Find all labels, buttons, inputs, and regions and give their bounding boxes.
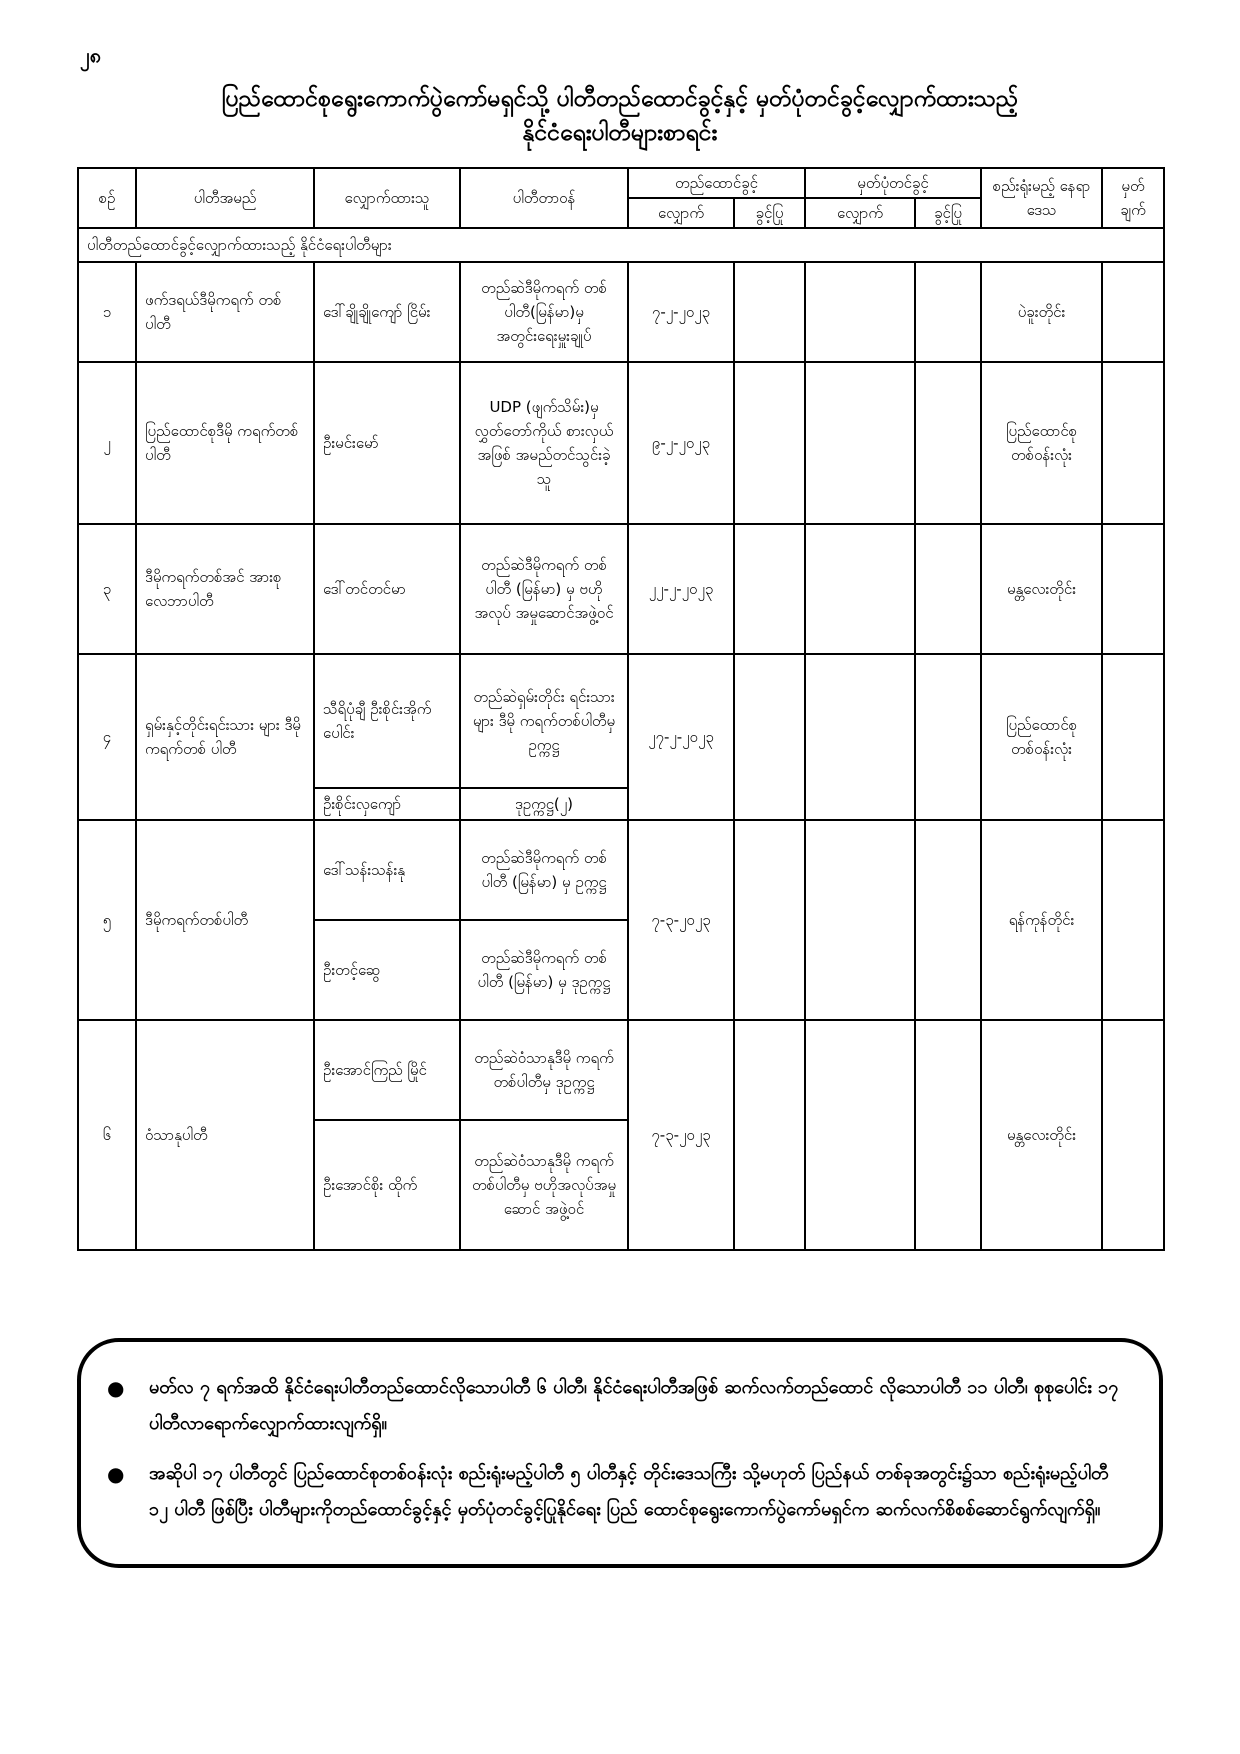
table-row bbox=[78, 524, 1164, 654]
register-approved bbox=[915, 262, 981, 362]
party-role: တည်ဆဲဒီမိုကရက် တစ်ပါတီ (မြန်မာ) မှ ဒုဥက္ကဋ္ဌ bbox=[460, 920, 628, 1020]
register-applied bbox=[805, 262, 915, 362]
table-row bbox=[78, 820, 1164, 920]
bullet-icon: ● bbox=[107, 1376, 125, 1400]
register-applied bbox=[805, 654, 915, 820]
register-approved bbox=[915, 820, 981, 1020]
contest-area: မန္တလေးတိုင်း bbox=[981, 524, 1102, 654]
header-register: မှတ်ပုံတင်ခွင့် bbox=[805, 168, 981, 198]
register-approved bbox=[915, 524, 981, 654]
contest-area: ပြည်ထောင်စု တစ်ဝန်းလုံး bbox=[981, 362, 1102, 524]
header-register-applied: လျှောက် bbox=[805, 198, 915, 228]
section-title: ပါတီတည်ထောင်ခွင့်လျှောက်ထားသည့် နိုင်ငံရေးပါတီများ bbox=[78, 228, 1164, 262]
applicant-name: ဦးအောင်စိုး ထိုက် bbox=[314, 1120, 460, 1250]
applicant-name: ဦးမင်းမော် bbox=[314, 362, 460, 524]
remarks bbox=[1102, 262, 1164, 362]
establish-approved bbox=[734, 362, 805, 524]
establish-applied-date: ၉-၂-၂၀၂၃ bbox=[628, 362, 734, 524]
row-no: ၄ bbox=[78, 654, 136, 820]
row-no: ၃ bbox=[78, 524, 136, 654]
header-contest-area: စည်းရုံးမည့် နေရာဒေသ bbox=[981, 168, 1102, 228]
register-approved bbox=[915, 362, 981, 524]
header-applicant: လျှောက်ထားသူ bbox=[314, 168, 460, 228]
establish-applied-date: ၇-၃-၂၀၂၃ bbox=[628, 1020, 734, 1250]
contest-area: ပြည်ထောင်စု တစ်ဝန်းလုံး bbox=[981, 654, 1102, 820]
party-role: တည်ဆဲဒီမိုကရက် တစ်ပါတီ (မြန်မာ) မှ ဗဟိုအလုပ် အမှုဆောင်အဖွဲ့ဝင် bbox=[460, 524, 628, 654]
header-establish-applied: လျှောက် bbox=[628, 198, 734, 228]
establish-approved bbox=[734, 524, 805, 654]
establish-approved bbox=[734, 820, 805, 1020]
title-line-2: နိုင်ငံရေးပါတီများစာရင်း bbox=[522, 120, 718, 146]
applicant-name: ဦးအောင်ကြည် မြိုင် bbox=[314, 1020, 460, 1120]
register-applied bbox=[805, 1020, 915, 1250]
header-establish-approved: ခွင့်ပြု bbox=[734, 198, 805, 228]
establish-applied-date: ၂၇-၂-၂၀၂၃ bbox=[628, 654, 734, 820]
page-title bbox=[80, 82, 1160, 150]
party-role: တည်ဆဲဝံသာနုဒီမို ကရက်တစ်ပါတီမှ ဒုဥက္ကဋ္ဌ bbox=[460, 1020, 628, 1120]
page-number: ၂၈ bbox=[80, 43, 102, 67]
header-no: စဉ် bbox=[78, 168, 136, 228]
party-role: တည်ဆဲဒီမိုကရက် တစ်ပါတီ (မြန်မာ) မှ ဥက္ကဋ္ဌ bbox=[460, 820, 628, 920]
header-establish: တည်ထောင်ခွင့် bbox=[628, 168, 805, 198]
remarks bbox=[1102, 524, 1164, 654]
register-applied bbox=[805, 524, 915, 654]
party-role: တည်ဆဲဝံသာနုဒီမို ကရက်တစ်ပါတီမှ ဗဟိုအလုပ်အမှု ဆောင် အဖွဲ့ဝင် bbox=[460, 1120, 628, 1250]
summary-text: အဆိုပါ ၁၇ ပါတီတွင် ပြည်ထောင်စုတစ်ဝန်းလုံး စည်းရုံးမည့်ပါတီ ၅ ပါတီနှင့် တိုင်းဒေသကြီး သို့မဟုတ် ပြည်နယ် တစ်ခုအတွင်း၌သာ စည်းရုံးမည့်ပါတီ ၁၂ ပါတီ ဖြစ်ပြီး ပါတီများကိုတည်ထောင်ခွင့်နှင့် မှတ်ပုံတင်ခွင့်ပြုနိုင်ရေး ပြည် ထောင်စုရွေးကောက်ပွဲကော်မရှင်က ဆက်လက်စိစစ်ဆောင်ရွက်လျက်ရှိ။ bbox=[149, 1463, 1109, 1520]
row-no: ၁ bbox=[78, 262, 136, 362]
title-line-1: ပြည်ထောင်စုရွေးကောက်ပွဲကော်မရှင်သို့ ပါတီတည်ထောင်ခွင့်နှင့် မှတ်ပုံတင်ခွင့်လျှောက်ထားသည့် bbox=[221, 86, 1019, 112]
contest-area: ပဲခူးတိုင်း bbox=[981, 262, 1102, 362]
table-row bbox=[78, 362, 1164, 524]
contest-area: မန္တလေးတိုင်း bbox=[981, 1020, 1102, 1250]
table-row bbox=[78, 1020, 1164, 1120]
summary-item bbox=[107, 1456, 1123, 1528]
header-role: ပါတီတာဝန် bbox=[460, 168, 628, 228]
applicant-name: ဒေါ်သန်းသန်းနု bbox=[314, 820, 460, 920]
row-no: ၂ bbox=[78, 362, 136, 524]
table-row bbox=[78, 654, 1164, 788]
row-no: ၆ bbox=[78, 1020, 136, 1250]
register-applied bbox=[805, 362, 915, 524]
party-name: ဒီမိုကရက်တစ်ပါတီ bbox=[136, 820, 314, 1020]
bullet-icon: ● bbox=[107, 1462, 125, 1486]
party-name: ရှမ်းနှင့်တိုင်းရင်းသား များ ဒီမိုကရက်တစ် ပါတီ bbox=[136, 654, 314, 820]
remarks bbox=[1102, 1020, 1164, 1250]
parties-table bbox=[77, 167, 1165, 1251]
header-party-name: ပါတီအမည် bbox=[136, 168, 314, 228]
establish-applied-date: ၂၂-၂-၂၀၂၃ bbox=[628, 524, 734, 654]
establish-approved bbox=[734, 654, 805, 820]
party-role: UDP (ဖျက်သိမ်း)မှ လွှတ်တော်ကိုယ် စားလှယ်အဖြစ် အမည်တင်သွင်းခဲ့ သူ bbox=[460, 362, 628, 524]
party-name: ဖက်ဒရယ်ဒီမိုကရက် တစ်ပါတီ bbox=[136, 262, 314, 362]
party-name: ဝံသာနုပါတီ bbox=[136, 1020, 314, 1250]
applicant-name: သီရိပုံချီ ဦးစိုင်းအိုက်ပေါင်း bbox=[314, 654, 460, 788]
remarks bbox=[1102, 362, 1164, 524]
applicant-name: ဒေါ်တင်တင်မာ bbox=[314, 524, 460, 654]
party-role: ဒုဥက္ကဋ္ဌ(၂) bbox=[460, 788, 628, 820]
establish-applied-date: ၇-၃-၂၀၂၃ bbox=[628, 820, 734, 1020]
header-register-approved: ခွင့်ပြု bbox=[915, 198, 981, 228]
party-name: ဒီမိုကရက်တစ်အင် အားစု လေဘာပါတီ bbox=[136, 524, 314, 654]
row-no: ၅ bbox=[78, 820, 136, 1020]
remarks bbox=[1102, 654, 1164, 820]
establish-applied-date: ၇-၂-၂၀၂၃ bbox=[628, 262, 734, 362]
applicant-name: ဦးတင့်ဆွေ bbox=[314, 920, 460, 1020]
party-role: တည်ဆဲရှမ်းတိုင်း ရင်းသားများ ဒီမို ကရက်တစ်ပါတီမှ ဥက္ကဋ္ဌ bbox=[460, 654, 628, 788]
register-approved bbox=[915, 654, 981, 820]
summary-text: မတ်လ ၇ ရက်အထိ နိုင်ငံရေးပါတီတည်ထောင်လိုသောပါတီ ၆ ပါတီ၊ နိုင်ငံရေးပါတီအဖြစ် ဆက်လက်တည်ထောင် လိုသောပါတီ ၁၁ ပါတီ၊ စုစုပေါင်း ၁၇ ပါတီလာရောက်လျှောက်ထားလျက်ရှိ။ bbox=[149, 1377, 1119, 1434]
remarks bbox=[1102, 820, 1164, 1020]
summary-list bbox=[81, 1342, 1159, 1528]
summary-box bbox=[77, 1338, 1163, 1568]
table-row bbox=[78, 262, 1164, 362]
applicant-name: ဦးစိုင်းလှကျော် bbox=[314, 788, 460, 820]
summary-item bbox=[107, 1370, 1123, 1442]
header-remarks: မှတ် ချက် bbox=[1102, 168, 1164, 228]
establish-approved bbox=[734, 1020, 805, 1250]
party-role: တည်ဆဲဒီမိုကရက် တစ်ပါတီ(မြန်မာ)မှ အတွင်းရေးမှူးချုပ် bbox=[460, 262, 628, 362]
applicant-name: ဒေါ်ချိုချိုကျော် ငြိမ်း bbox=[314, 262, 460, 362]
establish-approved bbox=[734, 262, 805, 362]
contest-area: ရန်ကုန်တိုင်း bbox=[981, 820, 1102, 1020]
register-approved bbox=[915, 1020, 981, 1250]
register-applied bbox=[805, 820, 915, 1020]
party-name: ပြည်ထောင်စုဒီမို ကရက်တစ်ပါတီ bbox=[136, 362, 314, 524]
